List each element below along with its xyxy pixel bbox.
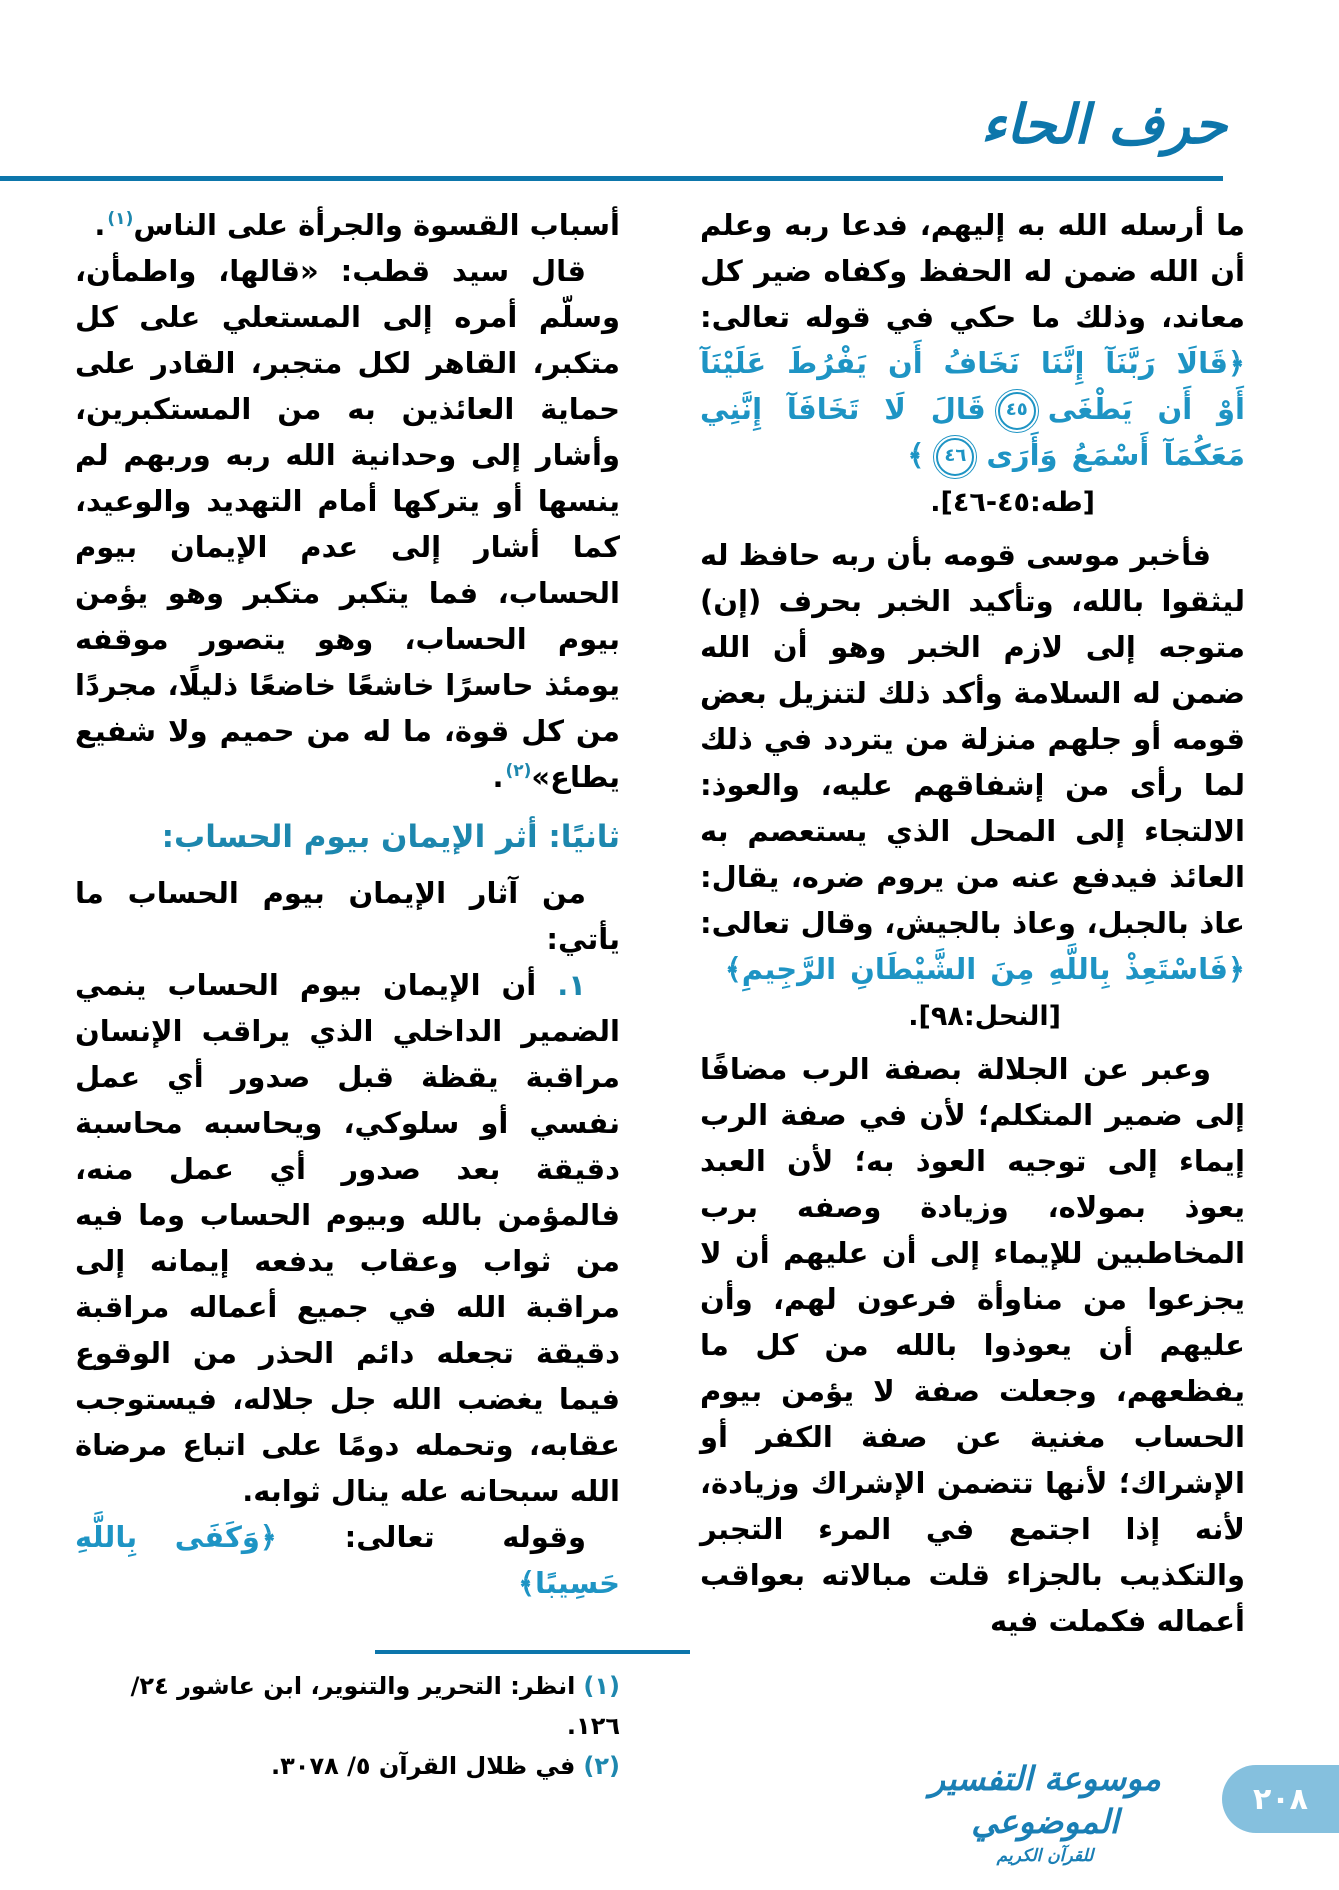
section-heading: ثانيًا: أثر الإيمان بيوم الحساب:: [161, 819, 620, 855]
verse-number-badge: ٤٦: [936, 438, 974, 476]
paragraph: [700, 1046, 1245, 1644]
body-text: أسباب القسوة والجرأة على الناس: [133, 208, 620, 242]
verse-reference: [النحل:٩٨].: [908, 1001, 1061, 1032]
list-item-number: ١.: [557, 968, 586, 1002]
quran-verse: ﴿وَكَفَى بِاللَّهِ حَسِيبًا﴾: [75, 1520, 620, 1600]
quran-verse: قَالَ لَا تَخَافَآ إِنَّنِي مَعَكُمَآ أَسْمَعُ وَأَرَى: [700, 392, 1245, 472]
paragraph: [75, 248, 620, 800]
quran-verse-bracket-close: ﴾: [907, 438, 925, 472]
paragraph: [700, 202, 1245, 526]
footnote-separator-rule: [375, 1650, 690, 1654]
footnote-item: [75, 1666, 620, 1746]
chapter-header-calligraphy: حرف الحاء: [980, 93, 1227, 156]
body-text: وقوله تعالى:: [276, 1520, 586, 1554]
footnote-text: في ظلال القرآن ٥/ ٣٠٧٨.: [271, 1752, 576, 1780]
body-text: قال سيد قطب: «قالها، واطمأن، وسلّم أمره إلى المستعلي على كل متكبر، القاهر لكل متجبر، القادر على حماية العائذين به من المستكبرين، وأشار إلى وحدانية الله ربه وربهم لم ينسها أو يتركها أمام التهديد والوعيد، كما أشار إلى عدم الإيمان بيوم الحساب، فما يتكبر متكبر وهو يؤمن بيوم الحساب، وهو يتصور موقفه يومئذ حاسرًا خاشعًا خاضعًا ذليلًا، مجردًا من كل قوة، ما له من حميم ولا شفيع يطاع»: [75, 254, 620, 794]
paragraph: [75, 962, 620, 1514]
verse-reference: [طه:٤٥-٤٦].: [930, 487, 1095, 518]
page-number: ٢٠٨: [1253, 1781, 1308, 1817]
column-right: [700, 202, 1245, 1644]
paragraph: [75, 870, 620, 962]
body-text: ما أرسله الله به إليهم، فدعا ربه وعلم أن الله ضمن له الحفظ وكفاه ضير كل معاند، وذلك ما حكي في قوله تعالى:: [700, 208, 1245, 334]
publisher-logo: [915, 1758, 1175, 1866]
verse-number-badge: ٤٥: [998, 392, 1036, 430]
page-number-tab: [1222, 1765, 1339, 1833]
footnote-item: [75, 1746, 620, 1786]
paragraph: [75, 1514, 620, 1606]
footnote-marker: (٢): [583, 1752, 620, 1780]
footnote-text: انظر: التحرير والتنوير، ابن عاشور ٢٤/ ١٢٦.: [130, 1672, 620, 1740]
body-text: من آثار الإيمان بيوم الحساب ما يأتي:: [75, 876, 620, 956]
paragraph: [700, 532, 1245, 1040]
header-divider-rule: [0, 176, 1223, 181]
column-left: [75, 202, 620, 1606]
footnote-marker: (١): [583, 1672, 620, 1700]
footnote-reference-superscript: (١): [107, 209, 134, 230]
publisher-logo-title: موسوعة التفسير الموضوعي: [929, 1759, 1161, 1841]
footnote-reference-superscript: (٢): [505, 761, 532, 782]
paragraph: [75, 202, 620, 248]
publisher-logo-subtitle: للقرآن الكريم: [996, 1845, 1094, 1866]
body-text: .: [492, 760, 504, 794]
body-text: .: [94, 208, 106, 242]
body-text: وعبر عن الجلالة بصفة الرب مضافًا إلى ضمير المتكلم؛ لأن في صفة الرب إيماء إلى توجيه العوذ به؛ لأن العبد يعوذ بمولاه، وزيادة وصفه برب المخاطبين للإيماء إلى أن عليهم أن لا يجزعوا من مناوأة فرعون لهم، وأن عليهم أن يعوذوا بالله من كل ما يفظعهم، وجعلت صفة لا يؤمن بيوم الحساب مغنية عن صفة الكفر أو الإشراك؛ لأنها تتضمن الإشراك وزيادة، لأنه إذا اجتمع في المرء التجبر والتكذيب بالجزاء قلت مبالاته بعواقب أعماله فكملت فيه: [700, 1052, 1245, 1638]
quran-verse-bracket-open: ﴿: [1228, 346, 1245, 380]
body-text: فأخبر موسى قومه بأن ربه حافظ له ليثقوا بالله، وتأكيد الخبر بحرف (إن) متوجه إلى لازم الخبر وهو أن الله ضمن له السلامة وأكد ذلك لتنزيل بعض قومه أو جلهم منزلة من يتردد في ذلك لما رأى من إشفاقهم عليه، والعوذ: الالتجاء إلى المحل الذي يستعصم به العائذ فيدفع عنه من يروم ضره، يقال: عاذ بالجبل، وعاذ بالجيش، وقال تعالى:: [700, 538, 1245, 940]
quran-verse: قَالَا رَبَّنَآ إِنَّنَا نَخَافُ أَن يَفْرُطَ عَلَيْنَآ أَوْ أَن يَطْغَى: [700, 346, 1245, 426]
quran-verse: ﴿فَاسْتَعِذْ بِاللَّهِ مِنَ الشَّيْطَانِ الرَّجِيمِ﴾: [724, 952, 1245, 986]
footnotes-block: [75, 1666, 620, 1786]
body-text: أن الإيمان بيوم الحساب ينمي الضمير الداخلي الذي يراقب الإنسان مراقبة يقظة قبل صدور أي عمل نفسي أو سلوكي، ويحاسبه محاسبة دقيقة بعد صدور أي عمل منه، فالمؤمن بالله وبيوم الحساب وما فيه من ثواب وعقاب يدفعه إيمانه إلى مراقبة الله في جميع أعماله مراقبة دقيقة تجعله دائم الحذر من الوقوع فيما يغضب الله جل جلاله، فيستوجب عقابه، وتحمله دومًا على اتباع مرضاة الله سبحانه عله ينال ثوابه.: [75, 968, 620, 1508]
